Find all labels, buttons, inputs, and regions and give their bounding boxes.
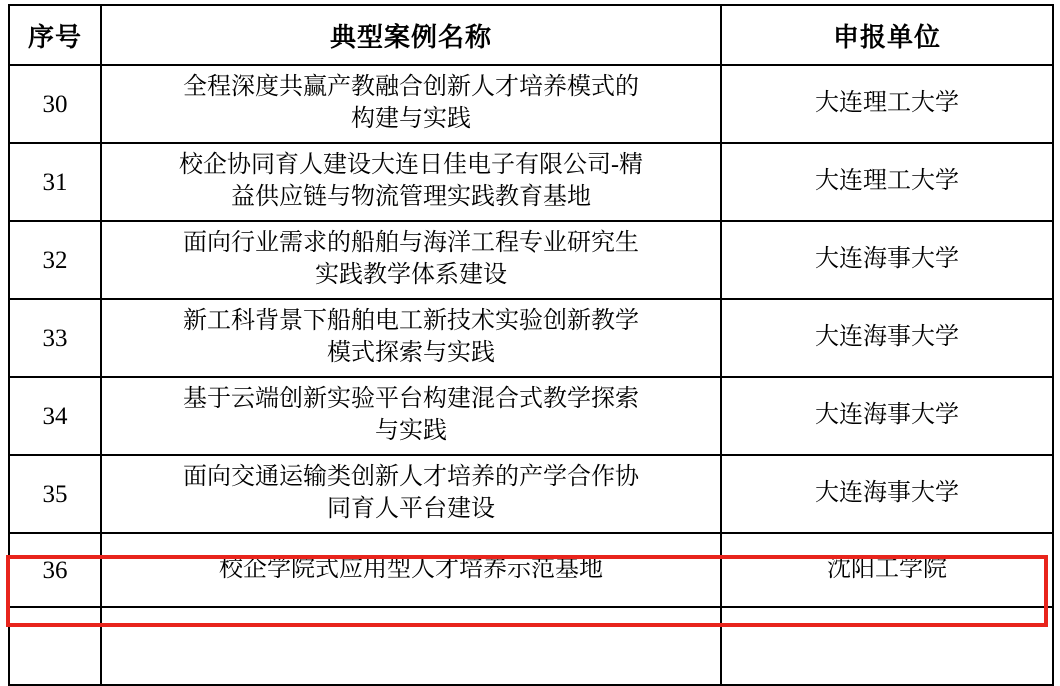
cell-case-name — [101, 533, 721, 607]
cell-case-name — [101, 455, 721, 533]
cell-unit: 大连理工大学 — [721, 143, 1053, 221]
case-name-line: 模式探索与实践 — [327, 340, 495, 366]
case-name-line: 实践教学体系建设 — [315, 262, 507, 288]
typical-case-table — [8, 4, 1054, 686]
case-name-line: 全程深度共赢产教融合创新人才培养模式的 — [183, 74, 639, 101]
cell-case-name — [101, 65, 721, 143]
column-header-unit: 申报单位 — [721, 5, 1053, 65]
table-row-partial — [9, 607, 1053, 685]
case-name-line: 面向行业需求的船舶与海洋工程专业研究生 — [183, 230, 639, 257]
case-name-line: 校企学院式应用型人才培养示范基地 — [219, 556, 603, 583]
table-row — [9, 143, 1053, 221]
cell-case-name-partial — [101, 607, 721, 685]
cell-case-name — [101, 143, 721, 221]
cell-unit: 大连海事大学 — [721, 455, 1053, 533]
cell-case-name — [101, 377, 721, 455]
cell-seq-partial — [9, 607, 101, 685]
cell-seq: 30 — [9, 65, 101, 143]
case-name-line: 面向交通运输类创新人才培养的产学合作协 — [183, 464, 639, 491]
cell-unit: 大连海事大学 — [721, 299, 1053, 377]
cell-case-name — [101, 299, 721, 377]
table-header — [9, 5, 1053, 65]
cell-seq: 33 — [9, 299, 101, 377]
column-header-case-name: 典型案例名称 — [101, 5, 721, 65]
case-name-line: 构建与实践 — [351, 106, 471, 132]
cell-unit: 大连海事大学 — [721, 221, 1053, 299]
cell-unit-partial — [721, 607, 1053, 685]
column-header-seq: 序号 — [9, 5, 101, 65]
table-row — [9, 455, 1053, 533]
case-name-line: 校企协同育人建设大连日佳电子有限公司-精 — [179, 152, 643, 179]
cell-seq: 32 — [9, 221, 101, 299]
document-page — [0, 4, 1060, 644]
cell-unit: 大连理工大学 — [721, 65, 1053, 143]
cell-case-name — [101, 221, 721, 299]
case-name-line: 同育人平台建设 — [327, 496, 495, 522]
table-body — [9, 65, 1053, 685]
table-row — [9, 221, 1053, 299]
cell-seq: 36 — [9, 533, 101, 607]
cell-seq: 34 — [9, 377, 101, 455]
case-name-line: 基于云端创新实验平台构建混合式教学探索 — [183, 386, 639, 413]
table-row — [9, 299, 1053, 377]
cell-seq: 31 — [9, 143, 101, 221]
table-row — [9, 65, 1053, 143]
cell-unit: 大连海事大学 — [721, 377, 1053, 455]
case-name-line: 新工科背景下船舶电工新技术实验创新教学 — [183, 308, 639, 335]
cell-seq: 35 — [9, 455, 101, 533]
cell-unit: 沈阳工学院 — [721, 533, 1053, 607]
case-name-line: 与实践 — [375, 418, 447, 444]
table-row — [9, 377, 1053, 455]
case-name-line: 益供应链与物流管理实践教育基地 — [231, 184, 591, 210]
table-row-highlighted — [9, 533, 1053, 607]
table-header-row — [9, 5, 1053, 65]
